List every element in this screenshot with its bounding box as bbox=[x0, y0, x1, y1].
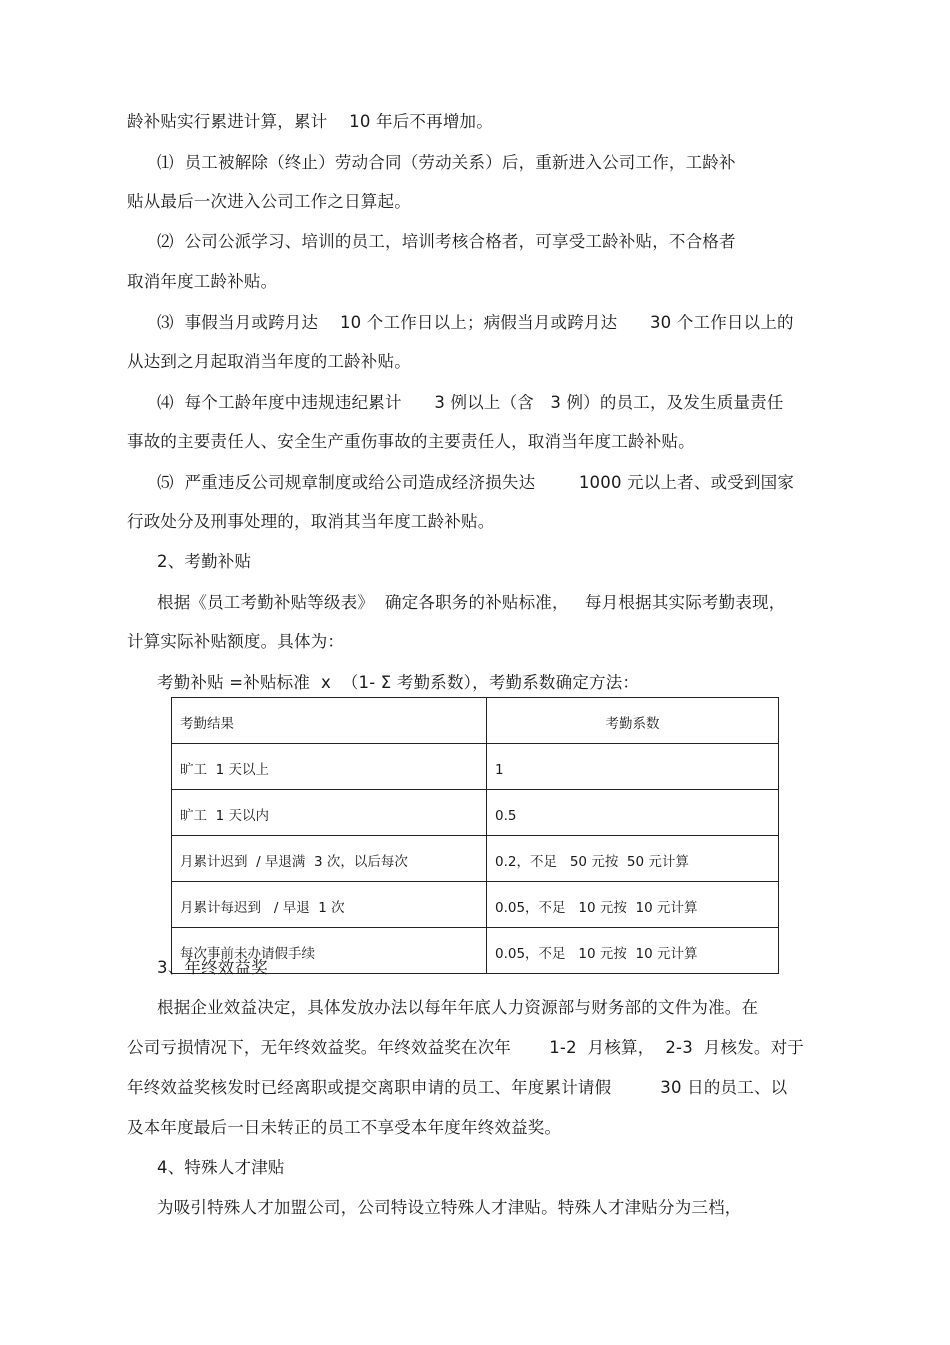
table-header-row bbox=[172, 698, 779, 744]
table-row bbox=[172, 744, 779, 790]
paragraph: 事故的主要责任人、安全生产重伤事故的主要责任人，取消当年度工龄补贴。 bbox=[127, 432, 695, 451]
table-cell: 1 bbox=[487, 744, 779, 790]
paragraph: 公司亏损情况下，无年终效益奖。年终效益奖在次年 1-2 月核算， 2-3 月核发。对于 bbox=[127, 1038, 804, 1057]
table-row bbox=[172, 836, 779, 882]
paragraph: 从达到之月起取消当年度的工龄补贴。 bbox=[127, 352, 411, 371]
table-cell: 旷工 1 天以上 bbox=[172, 744, 487, 790]
table-cell: 旷工 1 天以内 bbox=[172, 790, 487, 836]
paragraph: 根据企业效益决定，具体发放办法以每年年底人力资源部与财务部的文件为准。在 bbox=[157, 998, 759, 1017]
paragraph: 贴从最后一次进入公司工作之日算起。 bbox=[127, 192, 411, 211]
paragraph: 行政处分及刑事处理的，取消其当年度工龄补贴。 bbox=[127, 512, 495, 531]
list-item-3: ⑶ 事假当月或跨月达 10 个工作日以上；病假当月或跨月达 30 个工作日以上的 bbox=[157, 313, 794, 332]
paragraph: 龄补贴实行累进计算，累计 10 年后不再增加。 bbox=[127, 112, 493, 131]
paragraph: 年终效益奖核发时已经离职或提交离职申请的员工、年度累计请假 30 日的员工、以 bbox=[127, 1078, 788, 1097]
table-row bbox=[172, 882, 779, 928]
section-heading: 3、年终效益奖 bbox=[157, 958, 268, 977]
table-cell: 0.05，不足 10 元按 10 元计算 bbox=[487, 882, 779, 928]
table-cell: 月累计迟到 / 早退满 3 次，以后每次 bbox=[172, 836, 487, 882]
list-item-5: ⑸ 严重违反公司规章制度或给公司造成经济损失达 1000 元以上者、或受到国家 bbox=[157, 473, 795, 492]
table-cell: 每次事前未办请假手续 bbox=[172, 928, 487, 974]
list-item-4: ⑷ 每个工龄年度中违规违纪累计 3 例以上（含 3 例）的员工，及发生质量责任 bbox=[157, 393, 784, 412]
table-cell: 月累计每迟到 / 早退 1 次 bbox=[172, 882, 487, 928]
table-cell: 0.2，不足 50 元按 50 元计算 bbox=[487, 836, 779, 882]
section-heading: 2、考勤补贴 bbox=[157, 552, 252, 571]
table-cell: 0.5 bbox=[487, 790, 779, 836]
table-row bbox=[172, 790, 779, 836]
table-header-cell: 考勤系数 bbox=[487, 698, 779, 744]
paragraph: 为吸引特殊人才加盟公司，公司特设立特殊人才津贴。特殊人才津贴分为三档， bbox=[157, 1198, 742, 1217]
paragraph: 取消年度工龄补贴。 bbox=[127, 272, 278, 291]
paragraph: 及本年度最后一日未转正的员工不享受本年度年终效益奖。 bbox=[127, 1118, 562, 1137]
paragraph: 计算实际补贴额度。具体为： bbox=[127, 632, 345, 651]
section-heading: 4、特殊人才津贴 bbox=[157, 1158, 285, 1177]
paragraph: 根据《员工考勤补贴等级表》 确定各职务的补贴标准， 每月根据其实际考勤表现， bbox=[157, 593, 786, 612]
attendance-table bbox=[171, 697, 779, 974]
list-item-1: ⑴ 员工被解除（终止）劳动合同（劳动关系）后，重新进入公司工作，工龄补 bbox=[157, 153, 736, 172]
formula-line: 考勤补贴 =补贴标准 x （1- Σ 考勤系数），考勤系数确定方法： bbox=[157, 673, 640, 692]
table-header-cell: 考勤结果 bbox=[172, 698, 487, 744]
table-cell: 0.05，不足 10 元按 10 元计算 bbox=[487, 928, 779, 974]
list-item-2: ⑵ 公司公派学习、培训的员工，培训考核合格者，可享受工龄补贴，不合格者 bbox=[157, 232, 736, 251]
